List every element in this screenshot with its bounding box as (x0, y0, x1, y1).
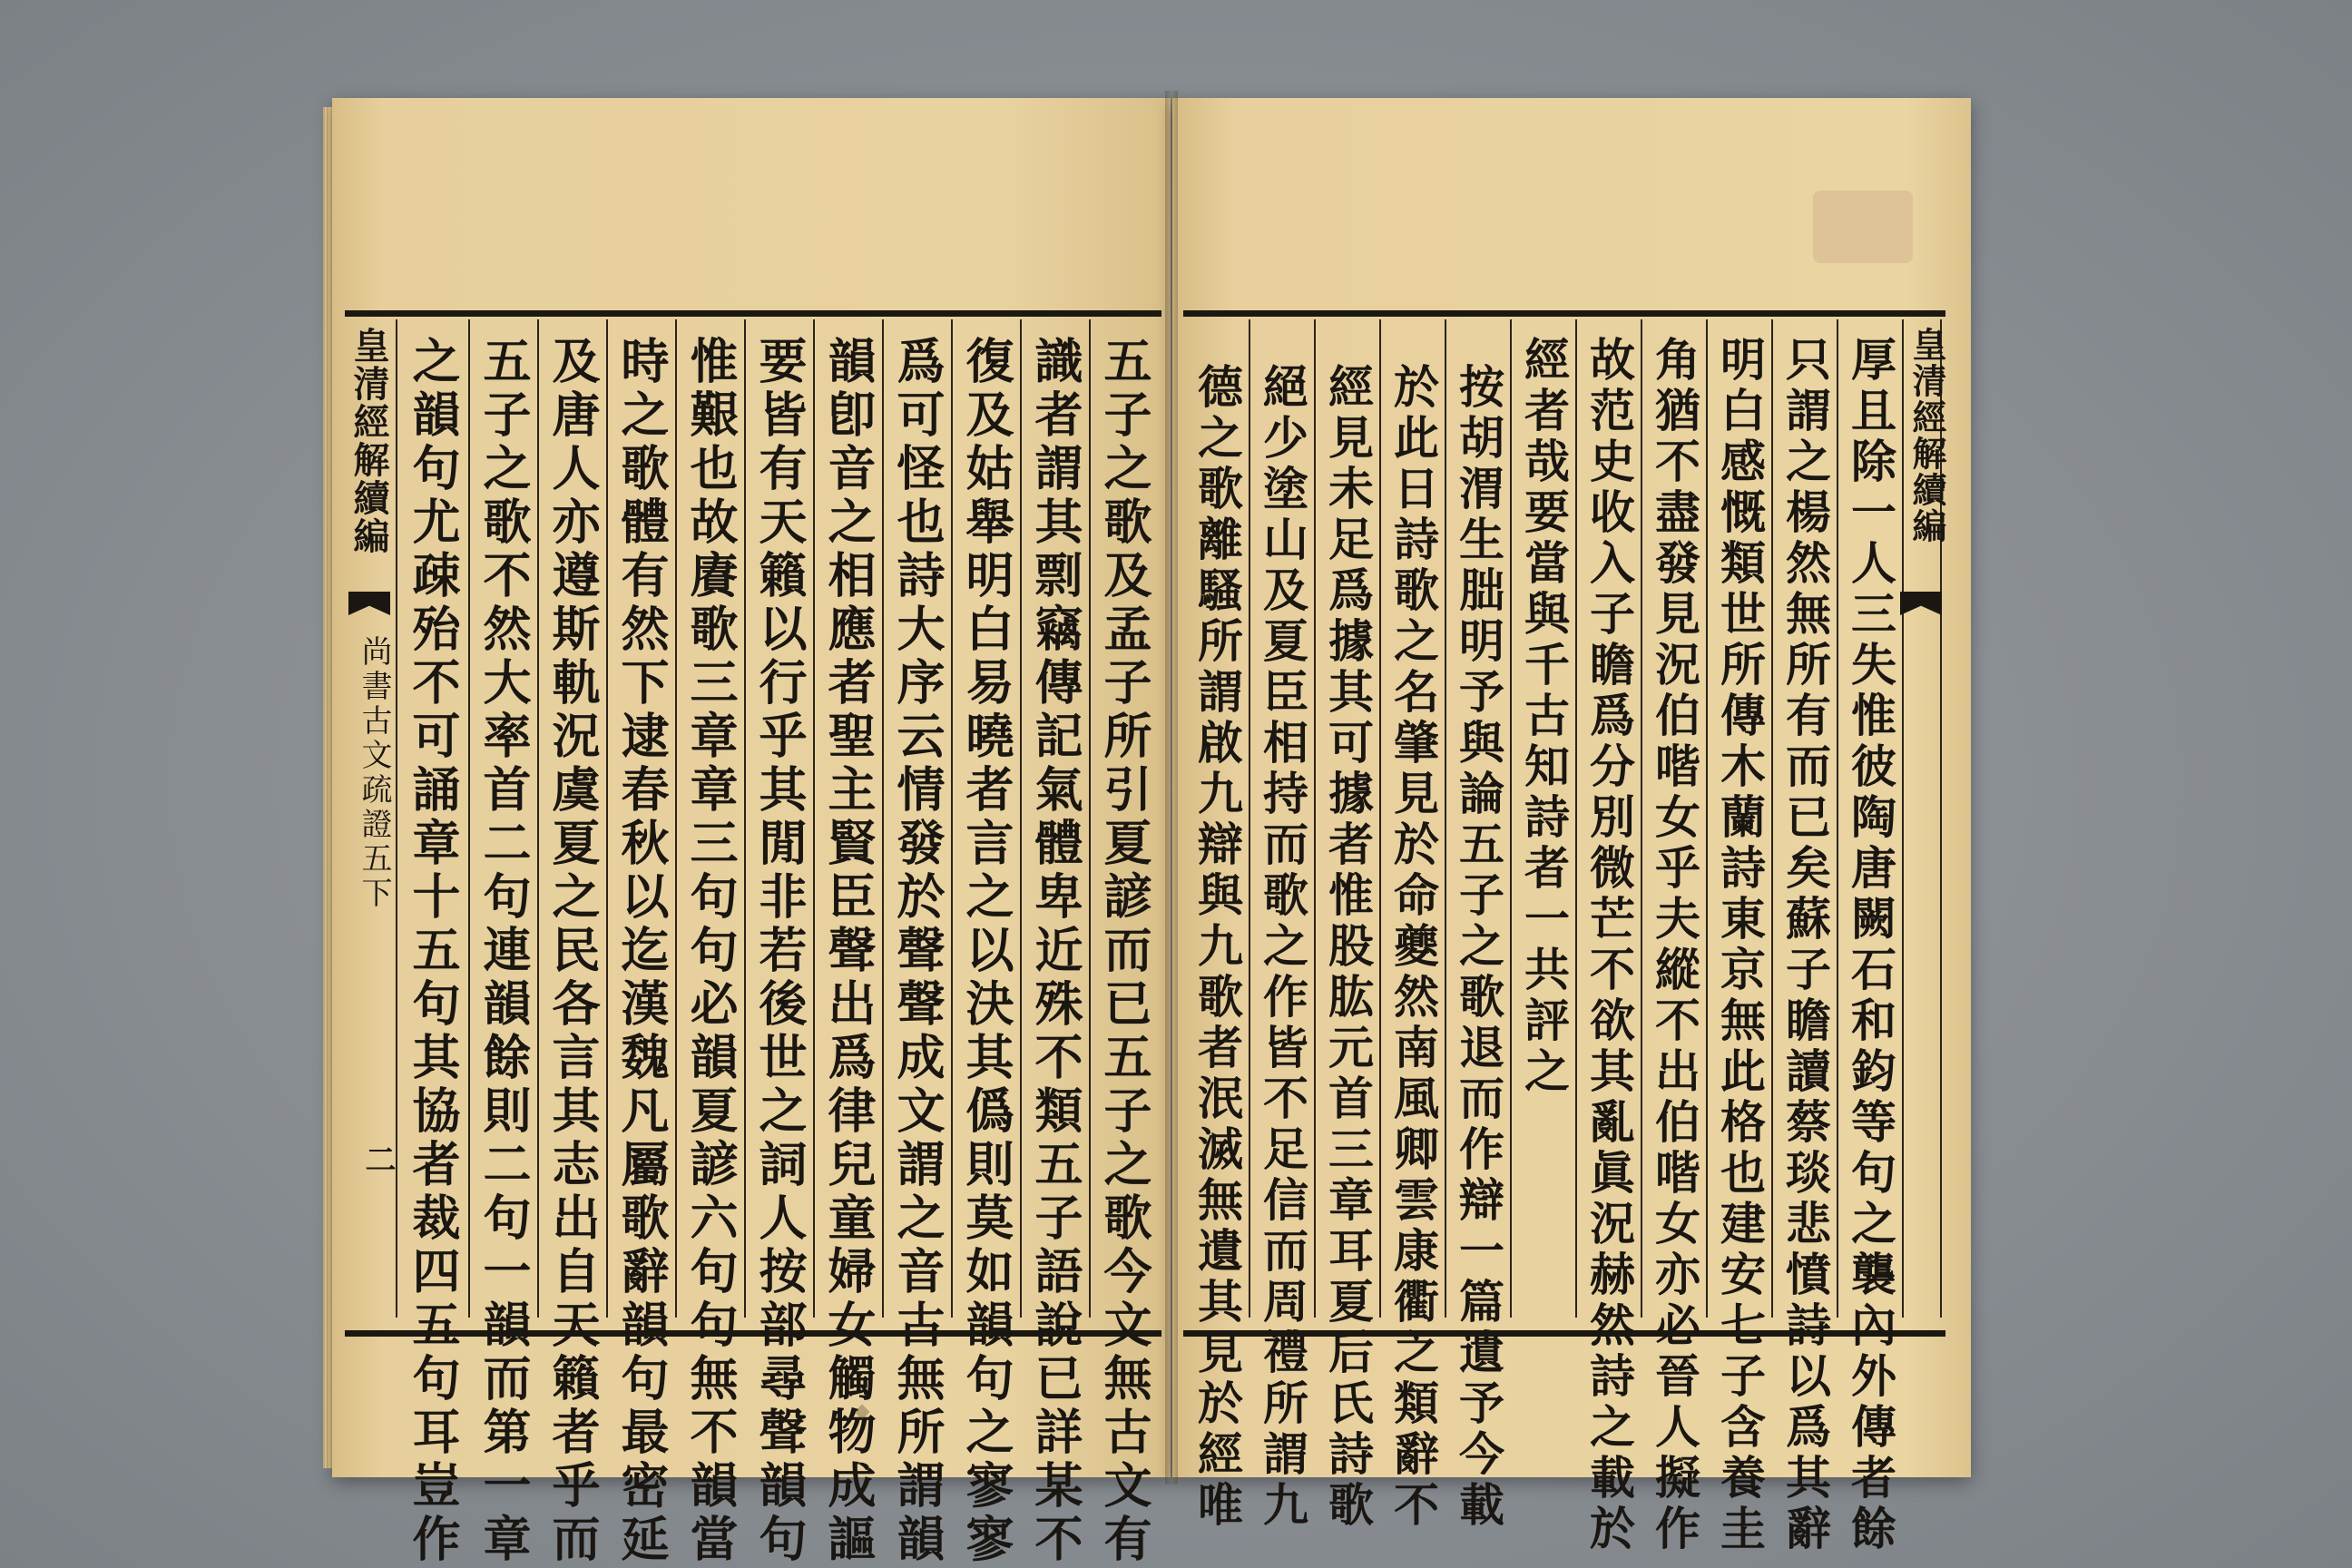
text-column: 復及姑舉明白易曉者言之以決其僞則莫如韻句之寥寥 (958, 336, 1014, 1567)
column-rule (1379, 319, 1381, 1318)
column-rule (1837, 319, 1838, 1318)
text-column: 爲可怪也詩大序云情發於聲聲成文謂之音古無所謂韻 (889, 336, 946, 1567)
faded-seal-stamp (1813, 191, 1913, 263)
column-rule (675, 319, 677, 1318)
text-column: 識者謂其剽竊傳記氣體卑近殊不類五子語說已詳某不 (1027, 336, 1083, 1567)
column-rule (1641, 319, 1642, 1318)
column-rule (396, 319, 397, 1318)
column-rule (1020, 319, 1022, 1318)
column-rule (606, 319, 608, 1318)
text-column: 故范史收入子瞻爲分別微芒不欲其亂眞況赫然詩之載於 (1583, 336, 1636, 1555)
text-column: 五子之歌及孟子所引夏諺而已五子之歌今文無古文有 (1096, 336, 1152, 1567)
column-rule (1249, 319, 1250, 1318)
column-rule (882, 319, 884, 1318)
column-rule (744, 319, 746, 1318)
text-column: 惟艱也故賡歌三章章三句句必韻夏諺六句句無不韻當 (682, 336, 739, 1567)
text-column: 經者哉要當與千古知詩者一共評之 (1517, 336, 1571, 1098)
column-rule (1575, 319, 1577, 1318)
column-rule (1706, 319, 1708, 1318)
text-column: 按胡渭生朏明予與論五子之歌退而作辯一篇遺予今載 (1452, 363, 1505, 1532)
text-column: 於此日詩歌之名肇見於命夔然南風卿雲康衢之類辭不 (1387, 363, 1440, 1532)
column-rule (813, 319, 815, 1318)
left-margin-subtitle: 尚書古文疏證五下 (356, 635, 392, 911)
fishtail-mark (348, 592, 390, 619)
book-gutter (1165, 91, 1178, 1485)
text-column: 及唐人亦遵斯軌況虞夏之民各言其志出自天籟者乎而 (544, 336, 601, 1567)
text-column: 之韻句尤疎殆不可誦章十五句其協者裁四五句耳豈作 (405, 336, 461, 1567)
right-margin-title: 皇清經解續編 (1906, 327, 1947, 544)
column-rule (1445, 319, 1446, 1318)
fishtail-mark (1900, 592, 1942, 619)
column-rule (1771, 319, 1773, 1318)
column-rule (537, 319, 539, 1318)
text-column: 時之歌體有然下逮春秋以迄漢魏凡屬歌辭韻句最密延 (613, 336, 670, 1567)
column-rule (951, 319, 953, 1318)
text-column: 明白感慨類世所傳木蘭詩東京無此格也建安七子含養圭 (1713, 336, 1767, 1555)
column-rule (468, 319, 470, 1318)
text-column: 德之歌離騷所謂啟九辯與九歌者泯滅無遺其見於經唯 (1191, 363, 1244, 1532)
column-rule (1314, 319, 1316, 1318)
left-margin-title: 皇清經解續編 (348, 327, 390, 555)
text-column: 韻卽音之相應者聖主賢臣聲出爲律兒童婦女觸物成謳 (820, 336, 877, 1567)
column-rule (1089, 319, 1091, 1318)
text-column: 角猶不盡發見況伯喈女乎夫縱不出伯喈女亦必晉人擬作 (1648, 336, 1701, 1555)
text-column: 絕少塗山及夏臣相持而歌之作皆不足信而周禮所謂九 (1256, 363, 1309, 1532)
text-column: 要皆有天籟以行乎其閒非若後世之詞人按部尋聲韻句 (751, 336, 808, 1567)
left-folio-number: 二 (359, 1143, 396, 1174)
column-rule (1510, 319, 1512, 1318)
text-column: 經見未足爲據其可據者惟股肱元首三章耳夏后氏詩歌 (1321, 363, 1375, 1532)
text-column: 厚且除一人三失惟彼陶唐闕石和鈞等句之襲內外傳者餘 (1844, 336, 1897, 1555)
text-column: 五子之歌不然大率首二句連韻餘則二句一韻而第一章 (475, 336, 532, 1567)
text-column: 只謂之楊然無所有而已矣蘇子瞻讀蔡琰悲憤詩以爲其辭 (1779, 336, 1832, 1555)
